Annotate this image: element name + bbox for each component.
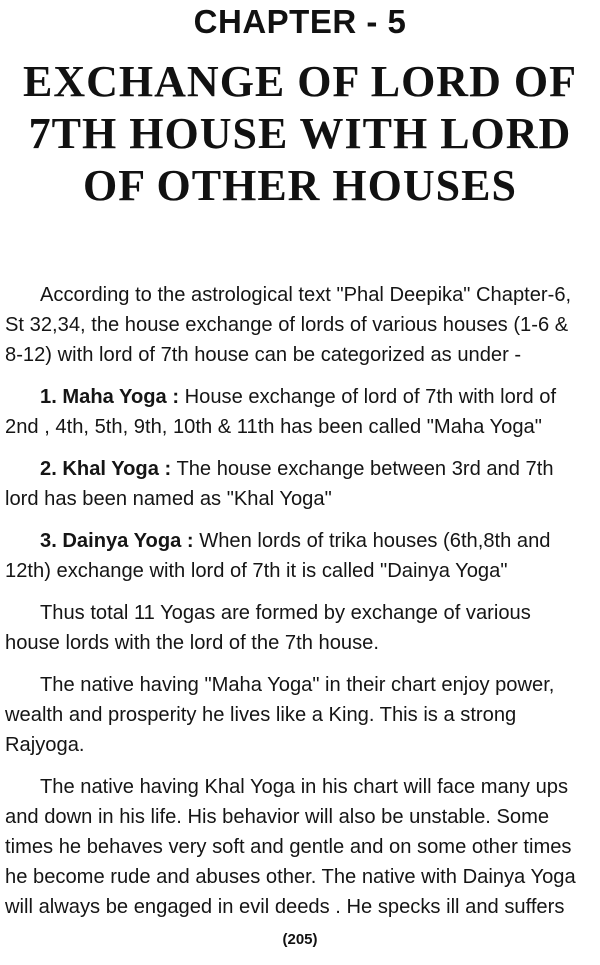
text-line: [0, 526, 600, 556]
text-line: and down in his life. His behavior will also be unstable. Some: [5, 806, 550, 828]
chapter-title-line: OF OTHER HOUSES: [83, 161, 517, 210]
text-line: [0, 382, 600, 412]
khal-yoga-paragraph: [0, 454, 600, 514]
chapter-title-line: 7TH HOUSE WITH LORD: [28, 109, 572, 158]
body-text: [0, 280, 600, 922]
maha-yoga-effects-paragraph: [0, 670, 600, 760]
text-line: 12th) exchange with lord of 7th it is called "Dainya Yoga": [5, 560, 508, 582]
yoga-term: 2. Khal Yoga :: [40, 458, 172, 480]
dainya-yoga-paragraph: [0, 526, 600, 586]
page-number: (205): [282, 931, 318, 948]
text-run: When lords of trika houses (6th,8th and: [193, 530, 551, 552]
text-line: Rajyoga.: [5, 734, 85, 756]
text-line: Thus total 11 Yogas are formed by exchange of various: [40, 602, 531, 624]
khal-dainya-effects-paragraph: [0, 772, 600, 922]
text-line: lord has been named as "Khal Yoga": [5, 488, 332, 510]
total-yogas-paragraph: [0, 598, 600, 658]
text-line: The native having "Maha Yoga" in their chart enjoy power,: [40, 674, 555, 696]
intro-paragraph: [0, 280, 600, 370]
yoga-term: 3. Dainya Yoga :: [40, 530, 194, 552]
text-run: House exchange of lord of 7th with lord of: [179, 386, 557, 408]
text-line: According to the astrological text "Phal Deepika" Chapter-6,: [40, 284, 572, 306]
text-line: wealth and prosperity he lives like a King. This is a strong: [5, 704, 517, 726]
text-line: house lords with the lord of the 7th house.: [5, 632, 379, 654]
text-line: he become rude and abuses other. The native with Dainya Yoga: [5, 866, 576, 888]
text-run: The house exchange between 3rd and 7th: [171, 458, 554, 480]
text-line: 8-12) with lord of 7th house can be categorized as under -: [5, 344, 522, 366]
text-line: The native having Khal Yoga in his chart will face many ups: [40, 776, 569, 798]
chapter-title-line: EXCHANGE OF LORD OF: [23, 57, 577, 106]
yoga-term: 1. Maha Yoga :: [40, 386, 180, 408]
text-line: times he behaves very soft and gentle and on some other times: [5, 836, 572, 858]
text-line: will always be engaged in evil deeds . He specks ill and suffers: [5, 896, 565, 918]
text-line: St 32,34, the house exchange of lords of various houses (1-6 &: [5, 314, 569, 336]
maha-yoga-paragraph: [0, 382, 600, 442]
text-line: 2nd , 4th, 5th, 9th, 10th & 11th has been called "Maha Yoga": [5, 416, 542, 438]
chapter-title: [20, 56, 580, 212]
chapter-heading: CHAPTER - 5: [193, 3, 407, 40]
text-line: [0, 454, 600, 484]
